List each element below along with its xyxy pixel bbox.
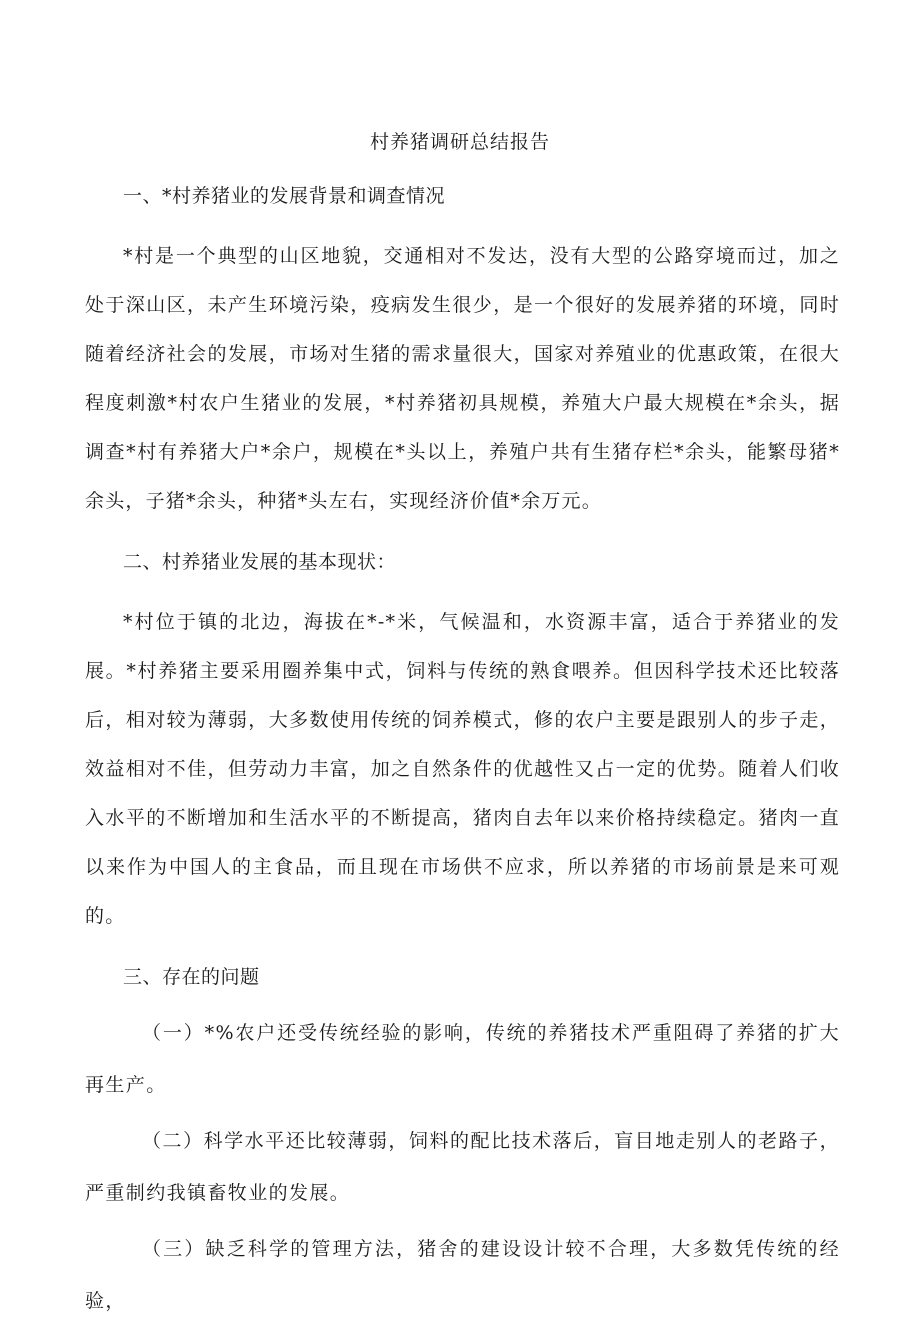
problem-item-3: （三）缺乏科学的管理方法，猪舍的建设设计较不合理，大多数凭传统的经验， [85, 1238, 840, 1312]
section-paragraph-2: *村位于镇的北边，海拔在*-*米，气候温和，水资源丰富，适合于养猪业的发展。*村养猪主要采用圈养集中式，饲料与传统的熟食喂养。但因科学技术还比较落后，相对较为薄弱，大多数使用传统的饲养模式，修的农户主要是跟别人的步子走，效益相对不佳，但劳动力丰富，加之自然条件的优越性又占一定的优势。随着人们收入水平的不断增加和生活水平的不断提高，猪肉自去年以来价格持续稳定。猪肉一直以来作为中国人的主食品，而且现在市场供不应求，所以养猪的市场前景是来可观的。 [85, 611, 840, 927]
problem-item-2: （二）科学水平还比较薄弱，饲料的配比技术落后，盲目地走别人的老路子，严重制约我镇畜牧业的发展。 [85, 1130, 840, 1204]
section-heading-3: 三、存在的问题 [123, 966, 260, 988]
section-paragraph-1: *村是一个典型的山区地貌，交通相对不发达，没有大型的公路穿境而过，加之处于深山区，未产生环境污染，疫病发生很少，是一个很好的发展养猪的环境，同时随着经济社会的发展，市场对生猪的需求量很大，国家对养殖业的优惠政策，在很大程度刺激*村农户生猪业的发展，*村养猪初具规模，养殖大户最大规模在*余头，据调查*村有养猪大户*余户，规模在*头以上，养殖户共有生猪存栏*余头，能繁母猪*余头，子猪*余头，种猪*头左右，实现经济价值*余万元。 [85, 245, 840, 512]
document-body [85, 180, 840, 1327]
document-title: 村养猪调研总结报告 [369, 131, 550, 153]
problem-item-1: （一）*%农户还受传统经验的影响，传统的养猪技术严重阻碍了养猪的扩大再生产。 [85, 1022, 840, 1096]
section-heading-2: 二、村养猪业发展的基本现状： [123, 551, 397, 573]
section-heading-1: 一、*村养猪业的发展背景和调查情况 [123, 185, 446, 207]
